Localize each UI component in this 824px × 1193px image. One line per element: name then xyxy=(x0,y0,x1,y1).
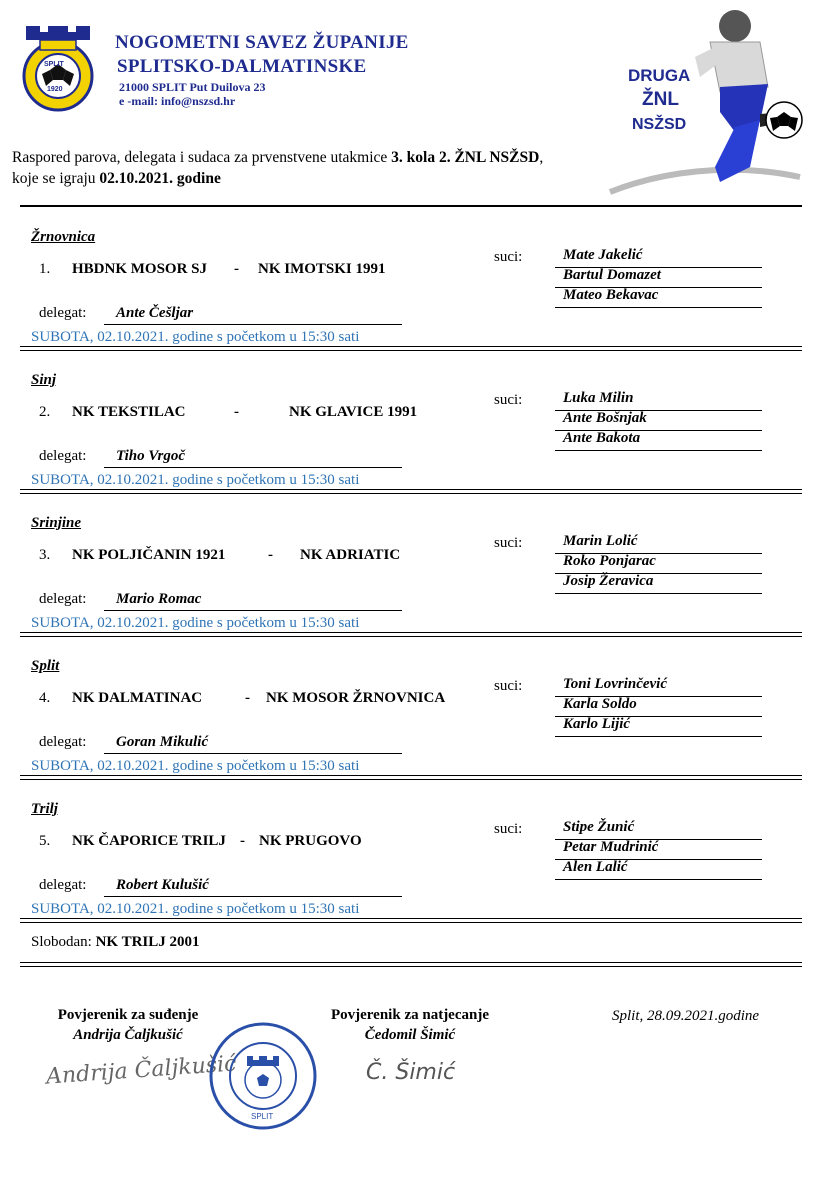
delegate-line xyxy=(104,733,402,754)
referee-name: Ante Bakota xyxy=(563,430,641,446)
mid-commissioner-name: Čedomil Šimić xyxy=(364,1027,456,1043)
intro-part3: koje se igraju xyxy=(12,170,100,187)
referee-name: Mate Jakelić xyxy=(563,247,643,263)
referees-label: suci: xyxy=(494,678,523,694)
delegate-name: Tiho Vrgoč xyxy=(116,448,186,464)
referee-name: Ante Bošnjak xyxy=(563,410,647,426)
away-team: NK IMOTSKI 1991 xyxy=(258,261,386,277)
intro-date: 02.10.2021. godine xyxy=(99,170,221,187)
match-start-time: SUBOTA, 02.10.2021. godine s početkom u 15:30 sati xyxy=(31,472,360,488)
referee-line xyxy=(555,410,762,431)
intro-part1: Raspored parova, delegata i sudaca za prvenstvene utakmice xyxy=(12,149,392,166)
match-dash: - xyxy=(245,690,250,706)
match-town: Sinj xyxy=(31,372,57,388)
stamp-ring-text xyxy=(207,1020,208,1021)
federation-address: 21000 SPLIT Put Duilova 23 xyxy=(119,80,266,94)
intro-comma: , xyxy=(539,149,544,166)
home-team: NK POLJIČANIN 1921 xyxy=(72,547,226,563)
referee-name: Roko Ponjarac xyxy=(563,553,656,569)
free-divider xyxy=(20,962,802,967)
federation-name-line2: SPLITSKO-DALMATINSKE xyxy=(117,56,367,77)
match-divider xyxy=(20,632,802,637)
away-team: NK MOSOR ŽRNOVNICA xyxy=(266,690,446,706)
referee-line xyxy=(555,287,762,308)
referee-line xyxy=(555,430,762,451)
referee-line xyxy=(555,819,762,840)
referee-line xyxy=(555,533,762,554)
referee-name: Karla Soldo xyxy=(563,696,637,712)
home-team: NK TEKSTILAC xyxy=(72,404,186,420)
match-divider xyxy=(20,918,802,923)
league-logo-text2: ŽNL xyxy=(642,89,679,110)
match-start-time: SUBOTA, 02.10.2021. godine s početkom u 15:30 sati xyxy=(31,615,360,631)
delegate-label: delegat: xyxy=(39,734,87,750)
free-label: Slobodan: xyxy=(31,934,96,950)
match-dash: - xyxy=(234,404,239,420)
referee-name: Luka Milin xyxy=(563,390,634,406)
delegate-name: Ante Češljar xyxy=(116,305,194,321)
home-team: NK ČAPORICE TRILJ xyxy=(72,833,226,849)
official-stamp xyxy=(207,1020,319,1132)
free-team: NK TRILJ 2001 xyxy=(95,934,200,950)
referee-name: Stipe Žunić xyxy=(563,819,635,835)
mid-commissioner-title: Povjerenik za natjecanje xyxy=(330,1007,489,1023)
referee-line xyxy=(555,696,762,717)
mid-signature: Č. Šimić xyxy=(366,1060,456,1085)
referee-name: Petar Mudrinić xyxy=(563,839,659,855)
match-divider xyxy=(20,489,802,494)
referee-line xyxy=(555,553,762,574)
match-number: 3. xyxy=(39,547,51,563)
left-signature: Andrija Čaljkušić xyxy=(45,1051,238,1090)
referee-name: Bartul Domazet xyxy=(563,267,661,283)
league-logo-text1: DRUGA xyxy=(628,66,691,85)
match-start-time: SUBOTA, 02.10.2021. godine s početkom u 15:30 sati xyxy=(31,758,360,774)
referees-label: suci: xyxy=(494,392,523,408)
match-divider xyxy=(20,346,802,351)
referee-line xyxy=(555,573,762,594)
match-town: Trilj xyxy=(31,801,58,817)
delegate-line xyxy=(104,590,402,611)
match-number: 1. xyxy=(39,261,51,277)
match-dash: - xyxy=(268,547,273,563)
referees-label: suci: xyxy=(494,821,523,837)
referee-name: Alen Lalić xyxy=(563,859,628,875)
referee-line xyxy=(555,676,762,697)
match-start-time: SUBOTA, 02.10.2021. godine s početkom u 15:30 sati xyxy=(31,901,360,917)
delegate-line xyxy=(104,447,402,468)
logo-year-text: 1920 xyxy=(47,86,63,93)
intro-text xyxy=(12,147,612,189)
referee-line xyxy=(555,390,762,411)
intro-round: 3. kola 2. ŽNL NSŽSD xyxy=(391,149,540,166)
match-number: 4. xyxy=(39,690,51,706)
match-number: 2. xyxy=(39,404,51,420)
referee-line xyxy=(555,267,762,288)
league-logo xyxy=(600,2,810,202)
stamp-city: SPLIT xyxy=(251,1112,274,1121)
federation-name-line1: NOGOMETNI SAVEZ ŽUPANIJE xyxy=(115,32,409,53)
match-start-time: SUBOTA, 02.10.2021. godine s početkom u 15:30 sati xyxy=(31,329,360,345)
delegate-line xyxy=(104,304,402,325)
logo-ring-text xyxy=(20,20,21,21)
referee-line xyxy=(555,716,762,737)
referee-name: Marin Lolić xyxy=(563,533,638,549)
match-town: Srinjine xyxy=(31,515,82,531)
referee-name: Josip Žeravica xyxy=(563,573,654,589)
logo-city-text: SPLIT xyxy=(44,61,64,68)
left-commissioner-name: Andrija Čaljkušić xyxy=(73,1027,183,1043)
delegate-line xyxy=(104,876,402,897)
referees-label: suci: xyxy=(494,535,523,551)
match-town: Split xyxy=(31,658,60,674)
away-team: NK GLAVICE 1991 xyxy=(289,404,418,420)
match-dash: - xyxy=(234,261,239,277)
left-commissioner-title: Povjerenik za suđenje xyxy=(57,1007,199,1023)
header-divider xyxy=(20,205,802,207)
delegate-name: Mario Romac xyxy=(116,591,202,607)
referee-name: Karlo Lijić xyxy=(563,716,631,732)
match-town: Žrnovnica xyxy=(31,229,96,245)
delegate-name: Robert Kulušić xyxy=(116,877,209,893)
home-team: NK DALMATINAC xyxy=(72,690,203,706)
federation-logo xyxy=(20,20,96,112)
away-team: NK PRUGOVO xyxy=(259,833,362,849)
match-number: 5. xyxy=(39,833,51,849)
league-logo-text3: NSŽSD xyxy=(632,116,687,133)
referee-name: Toni Lovrinčević xyxy=(563,676,668,692)
referee-line xyxy=(555,839,762,860)
referee-name: Mateo Bekavac xyxy=(563,287,659,303)
free-team-row xyxy=(31,934,200,951)
match-divider xyxy=(20,775,802,780)
place-date: Split, 28.09.2021.godine xyxy=(612,1008,760,1024)
match-dash: - xyxy=(240,833,245,849)
delegate-label: delegat: xyxy=(39,305,87,321)
referee-line xyxy=(555,859,762,880)
federation-email: e -mail: info@nszsd.hr xyxy=(119,94,236,108)
delegate-label: delegat: xyxy=(39,448,87,464)
delegate-name: Goran Mikulić xyxy=(116,734,209,750)
home-team: HBDNK MOSOR SJ xyxy=(72,261,208,277)
delegate-label: delegat: xyxy=(39,591,87,607)
away-team: NK ADRIATIC xyxy=(300,547,401,563)
referee-line xyxy=(555,247,762,268)
referees-label: suci: xyxy=(494,249,523,265)
delegate-label: delegat: xyxy=(39,877,87,893)
